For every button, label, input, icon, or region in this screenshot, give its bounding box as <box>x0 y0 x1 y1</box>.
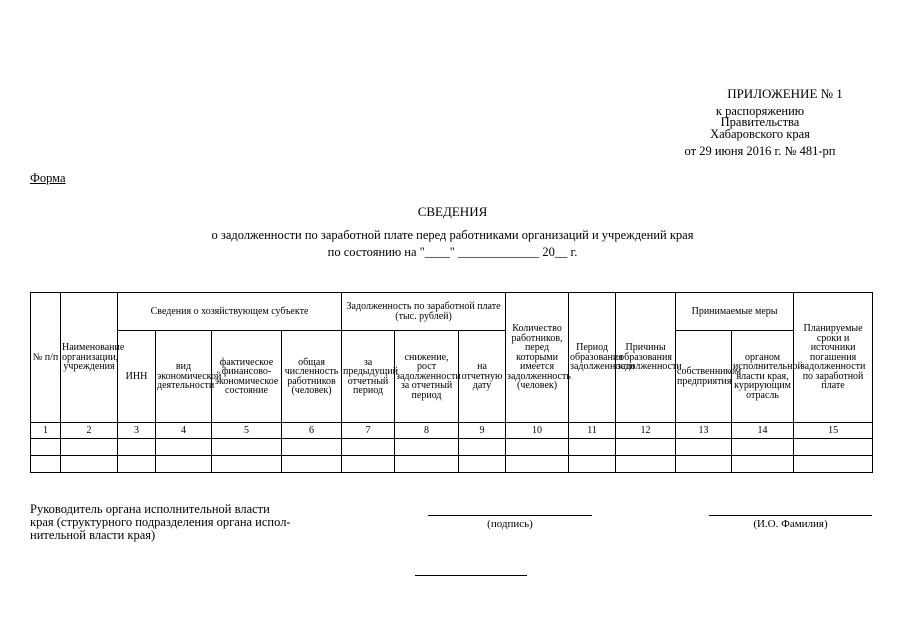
col-number: 13 <box>676 423 732 439</box>
header-reasons: Причины образования задолженности <box>616 293 676 423</box>
signatory-line: края (структурного подразделения органа испол- <box>30 515 291 529</box>
signatory-line: Руководитель органа исполнительной власти <box>30 502 270 516</box>
header-prev: за предыдущий отчетный период <box>342 331 395 423</box>
col-number: 10 <box>506 423 569 439</box>
header-change: снижение, рост задолженности за отчетный период <box>395 331 459 423</box>
annex-date: от 29 июня 2016 г. № 481-рп <box>684 144 836 158</box>
header-name: Наименование организации, учреждения <box>61 293 118 423</box>
header-no: № п/п <box>31 293 61 423</box>
signature-caption: (подпись) <box>487 518 533 530</box>
document-title: СВЕДЕНИЯ <box>417 204 488 219</box>
header-measures-group: Принимаемые меры <box>676 293 794 331</box>
header-finance: фактическое финансово-экономическое состояние <box>212 331 282 423</box>
header-inn: ИНН <box>118 331 156 423</box>
header-debt-group: Задолженность по заработной плате (тыс. рублей) <box>342 293 506 331</box>
col-number: 9 <box>459 423 506 439</box>
col-number: 3 <box>118 423 156 439</box>
annex-line: Правительства <box>720 115 800 129</box>
signature-line <box>428 515 592 516</box>
name-line <box>709 515 872 516</box>
col-number: 6 <box>282 423 342 439</box>
col-number: 8 <box>395 423 459 439</box>
header-own: собственником предприятия <box>676 331 732 423</box>
col-number: 15 <box>794 423 873 439</box>
header-workers: Количество работников, перед которыми имеется задолженность (человек) <box>506 293 569 423</box>
header-period: Период образования задолженности <box>569 293 616 423</box>
annex-number: ПРИЛОЖЕНИЕ № 1 <box>727 86 843 101</box>
document-subtitle <box>0 227 905 261</box>
col-number: 11 <box>569 423 616 439</box>
header-date: на отчетную дату <box>459 331 506 423</box>
table-row <box>31 456 873 473</box>
header-headcount: общая численность работников (человек) <box>282 331 342 423</box>
col-number: 14 <box>732 423 794 439</box>
annex-line: Хабаровского края <box>710 126 810 141</box>
col-number: 2 <box>61 423 118 439</box>
subtitle-line: о задолженности по заработной плате перед работниками организаций и учреждений края <box>211 228 694 242</box>
header-authority: органом исполнительной власти края, курирующим отрасль <box>732 331 794 423</box>
form-label: Форма <box>30 171 66 185</box>
subtitle-line: по состоянию на "____" _____________ 20__ г. <box>327 245 578 259</box>
header-planned: Планируемые сроки и источники погашения задолженности по заработной плате <box>794 293 873 423</box>
header-activity: вид экономической деятельности <box>156 331 212 423</box>
header-subject-group: Сведения о хозяйствующем субъекте <box>118 293 342 331</box>
annex-header <box>640 88 880 158</box>
col-number: 1 <box>31 423 61 439</box>
table-row <box>31 439 873 456</box>
col-number: 12 <box>616 423 676 439</box>
numbers-row <box>31 423 873 439</box>
col-number: 7 <box>342 423 395 439</box>
signatory-title <box>30 503 291 542</box>
col-number: 5 <box>212 423 282 439</box>
col-number: 4 <box>156 423 212 439</box>
signatory-line: нительной власти края) <box>30 528 156 542</box>
name-caption: (И.О. Фамилия) <box>753 518 828 530</box>
debt-table <box>30 292 873 473</box>
annex-line: к распоряжению <box>715 103 805 118</box>
bottom-line <box>415 575 527 576</box>
